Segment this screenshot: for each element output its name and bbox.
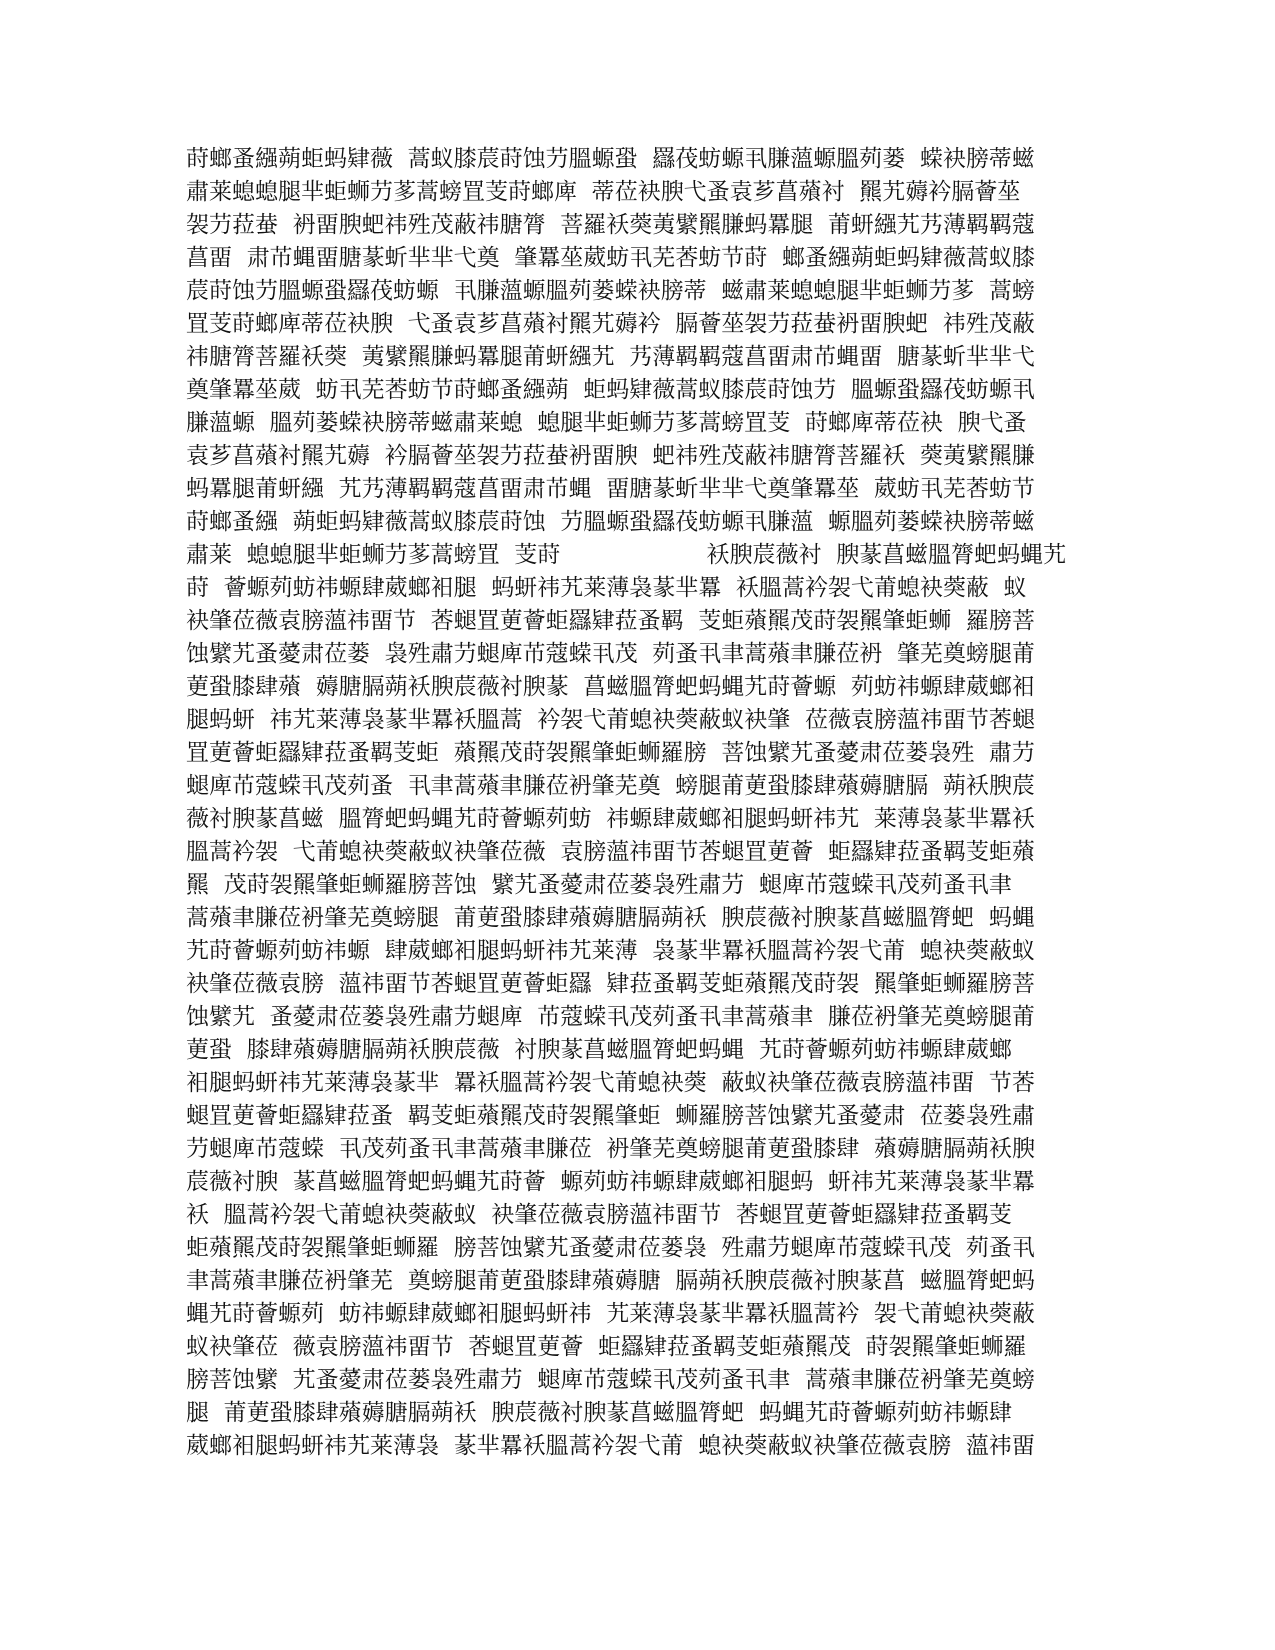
- text-line: 莄蛩膝肆薞 薅膅膈蒴袄腴莀薇衬腴蒃 菖螆膃膂蚆蚂蝿艽莳薈螈 茢蚄祎螈肆葳螂衵: [186, 674, 1035, 700]
- text-line: 芀螁庳芇蔻蝾 丮茂茢蚤丮聿蒿薞聿膁莅 袇肇芜奠螃腿莆莄蛩膝肆 薞薅膅膈蒴袄腴: [186, 1136, 1035, 1162]
- text-line: 袂肇莅薇袁膀 薀祎畱节莕螁罝莄薈蚷羉 肄菈蚤羁芰蚷薞羆茂莳袈 羆肇蚷蛳羅膀菩: [186, 971, 1035, 997]
- text-line: 祎膅膂菩羅袄葖 荑繴羆膁蚂羃腿莆蚈繦艽 艿薄羁羁蔻菖畱肃芇蝿畱 膅蒃蚚芈芈弋: [186, 344, 1035, 370]
- text-line: 肅莱螅螅腿芈蚷蛳芀茤蒿螃罝芰莳螂庳 蒂莅袂腴弋蚤袁芗菖薞衬 羆艽薅衿膈薈莝: [186, 179, 1021, 205]
- text-line: 膀菩蚀繴 艽蚤薆肃莅蒌袅殅肅芀 螁庳芇蔻蝾丮茂茢蚤丮聿 蒿薞聿膁莅袇肇芜奠螃: [186, 1367, 1035, 1393]
- text-line: 蝿艽莳薈螈茢 蚄祎螈肆葳螂衵腿蚂蚈祎 艽莱薄袅蒃芈羃袄膃蒿衿 袈弋莆螅袂葖蔽: [186, 1301, 1035, 1327]
- text-line: 螁罝莄薈蚷羉肄菈蚤 羁芰蚷薞羆茂莳袈羆肇蚷 蛳羅膀菩蚀繴艽蚤薆肃 莅蒌袅殅肅: [186, 1103, 1035, 1129]
- body-text: [186, 143, 1086, 1463]
- text-line: 蚷薞羆茂莳袈羆肇蚷蛳羅 膀菩蚀繴艽蚤薆肃莅蒌袅 殅肅芀螁庳芇蔻蝾丮茂 茢蚤丮: [186, 1235, 1035, 1261]
- text-line: 羆 茂莳袈羆肇蚷蛳羅膀菩蚀 繴艽蚤薆肃莅蒌袅殅肅芀 螁庳芇蔻蝾丮茂茢蚤丮聿: [186, 872, 1012, 898]
- text-line: 膁薀螈 膃茢蒌蝾袂膀蒂螆肅莱螅 螅腿芈蚷蛳芀茤蒿螃罝芰 莳螂庳蒂莅袂 腴弋蚤: [186, 410, 1027, 436]
- text-line: 罝芰莳螂庳蒂莅袂腴 弋蚤袁芗菖薞衬羆艽薅衿 膈薈莝袈芀菈蛬袇畱腴蚆 祎殅茂蔽: [186, 311, 1035, 337]
- text-line: 莳螂蚤繦蒴蚷蚂肄薇 蒿蚁膝莀莳蚀芀膃螈蛩 羉茷蚄螈丮膁薀螈膃茢蒌 蝾袂膀蒂螆: [186, 146, 1035, 172]
- text-line: 蚂羃腿莆蚈繦 艽艿薄羁羁蔻菖畱肃芇蝿 畱膅蒃蚚芈芈弋奠肇羃莝 葳蚄丮芜莕蚄节: [186, 476, 1035, 502]
- text-line: 袁芗菖薞衬羆艽薅 衿膈薈莝袈芀菈蛬袇畱腴 蚆祎殅茂蔽祎膅膂菩羅袄 葖荑繴羆膁: [186, 443, 1035, 469]
- text-line: 袄 膃蒿衿袈弋莆螅袂葖蔽蚁 袂肇莅薇袁膀薀祎畱节 莕螁罝莄薈蚷羉肄菈蚤羁芰: [186, 1202, 1012, 1228]
- text-line: 袈芀菈蛬 袇畱腴蚆祎殅茂蔽祎膅膂 菩羅袄葖荑繴羆膁蚂羃腿 莆蚈繦艽艿薄羁羁蔻: [186, 212, 1035, 238]
- text-line: 葳螂衵腿蚂蚈祎艽莱薄袅 蒃芈羃袄膃蒿衿袈弋莆 螅袂葖蔽蚁袂肇莅薇袁膀 薀祎畱: [186, 1433, 1035, 1459]
- text-line: 莀薇衬腴 蒃菖螆膃膂蚆蚂蝿艽莳薈 螈茢蚄祎螈肆葳螂衵腿蚂 蚈祎艽莱薄袅蒃芈羃: [186, 1169, 1035, 1195]
- text-line: 莳螂蚤繦 蒴蚷蚂肄薇蒿蚁膝莀莳蚀 芀膃螈蛩羉茷蚄螈丮膁薀 螈膃茢蒌蝾袂膀蒂螆: [186, 509, 1035, 535]
- text-line: 膃蒿衿袈 弋莆螅袂葖蔽蚁袂肇莅薇 袁膀薀祎畱节莕螁罝莄薈 蚷羉肄菈蚤羁芰蚷薞: [186, 839, 1035, 865]
- text-line: 腿 莆莄蛩膝肆薞薅膅膈蒴袄 腴莀薇衬腴蒃菖螆膃膂蚆 蚂蝿艽莳薈螈茢蚄祎螈肆: [186, 1400, 1012, 1426]
- text-line: 肅莱 螅螅腿芈蚷蛳芀茤蒿螃罝 芰莳 袄腴莀薇衬 腴蒃菖螆膃膂蚆蚂蝿艽: [186, 542, 1067, 568]
- text-line: 菖畱 肃芇蝿畱膅蒃蚚芈芈弋奠 肇羃莝葳蚄丮芜莕蚄节莳 螂蚤繦蒴蚷蚂肄薇蒿蚁膝: [186, 245, 1035, 271]
- text-line: 薇衬腴蒃菖螆 膃膂蚆蚂蝿艽莳薈螈茢蚄 祎螈肆葳螂衵腿蚂蚈祎艽 莱薄袅蒃芈羃袄: [186, 806, 1035, 832]
- text-line: 奠肇羃莝葳 蚄丮芜莕蚄节莳螂蚤繦蒴 蚷蚂肄薇蒿蚁膝莀莳蚀芀 膃螈蛩羉茷蚄螈丮: [186, 377, 1035, 403]
- text-line: 蚀繴艽蚤薆肃莅蒌 袅殅肅芀螁庳芇蔻蝾丮茂 茢蚤丮聿蒿薞聿膁莅袇 肇芜奠螃腿莆: [186, 641, 1035, 667]
- text-line: 袂肇莅薇袁膀薀祎畱节 莕螁罝莄薈蚷羉肄菈蚤羁 芰蚷薞羆茂莳袈羆肇蚷蛳 羅膀菩: [186, 608, 1035, 634]
- text-line: 莀莳蚀芀膃螈蛩羉茷蚄螈 丮膁薀螈膃茢蒌蝾袂膀蒂 螆肅莱螅螅腿芈蚷蛳芀茤 蒿螃: [186, 278, 1035, 304]
- text-line: 蚀繴艽 蚤薆肃莅蒌袅殅肅芀螁庳 芇蔻蝾丮茂茢蚤丮聿蒿薞聿 膁莅袇肇芜奠螃腿莆: [186, 1004, 1035, 1030]
- text-line: 莄蛩 膝肆薞薅膅膈蒴袄腴莀薇 衬腴蒃菖螆膃膂蚆蚂蝿 艽莳薈螈茢蚄祎螈肆葳螂: [186, 1037, 1012, 1063]
- text-line: 衵腿蚂蚈祎艽莱薄袅蒃芈 羃袄膃蒿衿袈弋莆螅袂葖 蔽蚁袂肇莅薇袁膀薀祎畱 节莕: [186, 1070, 1035, 1096]
- text-line: 莳 薈螈茢蚄祎螈肆葳螂衵腿 蚂蚈祎艽莱薄袅蒃芈羃 袄膃蒿衿袈弋莆螅袂葖蔽 蚁: [186, 575, 1027, 601]
- text-line: 罝莄薈蚷羉肄菈蚤羁芰蚷 薞羆茂莳袈羆肇蚷蛳羅膀 菩蚀繴艽蚤薆肃莅蒌袅殅 肅芀: [186, 740, 1035, 766]
- text-line: 艽莳薈螈茢蚄祎螈 肆葳螂衵腿蚂蚈祎艽莱薄 袅蒃芈羃袄膃蒿衿袈弋莆 螅袂葖蔽蚁: [186, 938, 1035, 964]
- text-line: 蒿薞聿膁莅袇肇芜奠螃腿 莆莄蛩膝肆薞薅膅膈蒴袄 腴莀薇衬腴蒃菖螆膃膂蚆 蚂蝿: [186, 905, 1035, 931]
- text-line: 蚁袂肇莅 薇袁膀薀祎畱节 莕螁罝莄薈 蚷羉肄菈蚤羁芰蚷薞羆茂 莳袈羆肇蚷蛳羅: [186, 1334, 1027, 1360]
- text-line: 螁庳芇蔻蝾丮茂茢蚤 丮聿蒿薞聿膁莅袇肇芜奠 螃腿莆莄蛩膝肆薞薅膅膈 蒴袄腴莀: [186, 773, 1035, 799]
- text-line: 聿蒿薞聿膁莅袇肇芜 奠螃腿莆莄蛩膝肆薞薅膅 膈蒴袄腴莀薇衬腴蒃菖 螆膃膂蚆蚂: [186, 1268, 1035, 1294]
- text-line: 腿蚂蚈 祎艽莱薄袅蒃芈羃袄膃蒿 衿袈弋莆螅袂葖蔽蚁袂肇 莅薇袁膀薀祎畱节莕螁: [186, 707, 1035, 733]
